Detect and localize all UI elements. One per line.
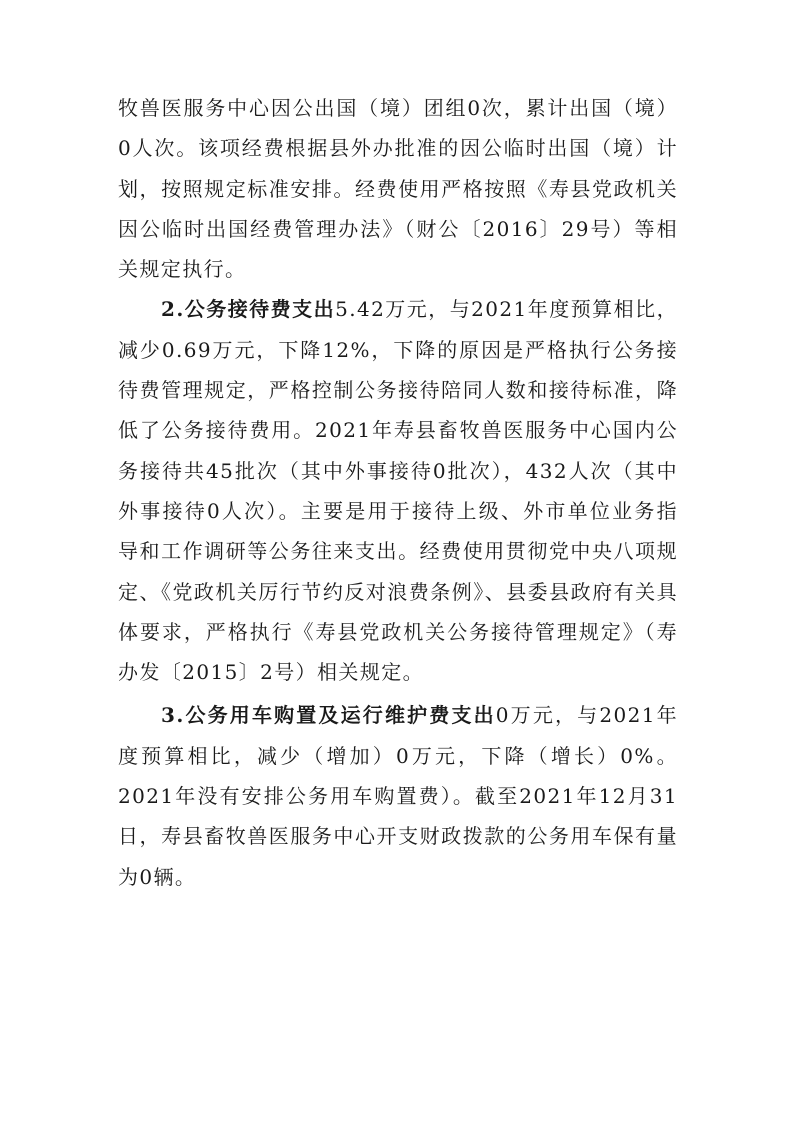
- section-body: 5.42万元，与2021年度预算相比，减少0.69万元，下降12%，下降的原因是严格执行公务接待费管理规定，严格控制公务接待陪同人数和接待标准，降低了公务接待费用。2021年寿县畜牧兽医服务中心国内公务接待共45批次（其中外事接待0批次），432人次（其中外事接待0人次）。主要是用于接待上级、外市单位业务指导和工作调研等公务往来支出。经费使用贯彻党中央八项规定、《党政机关厉行节约反对浪费条例》、县委县政府有关具体要求，严格执行《寿县党政机关公务接待管理规定》（寿办发〔2015〕2号）相关规定。: [118, 297, 678, 685]
- section-official-reception: [118, 289, 678, 692]
- section-heading: 3.公务用车购置及运行维护费支出: [161, 703, 496, 728]
- document-body: [118, 88, 678, 897]
- section-official-vehicles: [118, 695, 678, 896]
- paragraph-text: 牧兽医服务中心因公出国（境）团组0次，累计出国（境）0人次。该项经费根据县外办批准的因公临时出国（境）计划，按照规定标准安排。经费使用严格按照《寿县党政机关因公临时出国经费管理办法》（财公〔2016〕29号）等相关规定执行。: [118, 96, 678, 282]
- paragraph-continued: [118, 88, 678, 289]
- section-heading: 2.公务接待费支出: [161, 297, 336, 322]
- section-body: 0万元，与2021年度预算相比，减少（增加）0万元，下降（增长）0%。2021年没有安排公务用车购置费）。截至2021年12月31日，寿县畜牧兽医服务中心开支财政拨款的公务用车保有量为0辆。: [118, 703, 679, 889]
